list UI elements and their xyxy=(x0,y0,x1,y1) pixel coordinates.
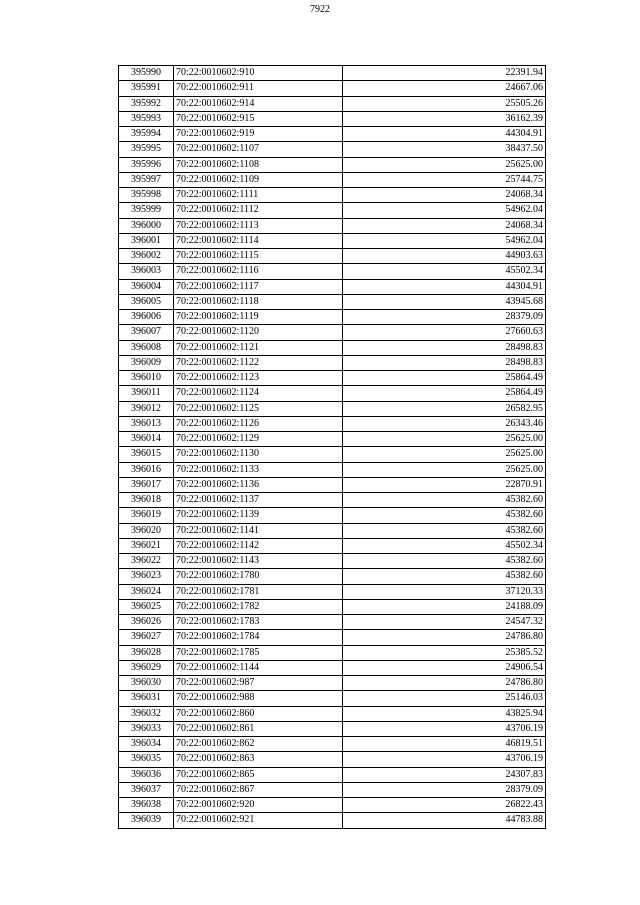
row-number-cell: 396010 xyxy=(119,371,174,386)
table-row xyxy=(119,310,546,325)
row-number-cell: 396037 xyxy=(119,782,174,797)
cadastral-number-cell: 70:22:0010602:920 xyxy=(174,798,343,813)
value-cell: 43706.19 xyxy=(343,752,546,767)
cadastral-number-cell: 70:22:0010602:1133 xyxy=(174,462,343,477)
table-row xyxy=(119,660,546,675)
table-row xyxy=(119,630,546,645)
row-number-cell: 395993 xyxy=(119,111,174,126)
cadastral-number-cell: 70:22:0010602:1111 xyxy=(174,188,343,203)
row-number-cell: 396027 xyxy=(119,630,174,645)
cadastral-number-cell: 70:22:0010602:1783 xyxy=(174,615,343,630)
value-cell: 37120.33 xyxy=(343,584,546,599)
row-number-cell: 396032 xyxy=(119,706,174,721)
row-number-cell: 396005 xyxy=(119,294,174,309)
cadastral-number-cell: 70:22:0010602:1782 xyxy=(174,599,343,614)
value-cell: 36162.39 xyxy=(343,111,546,126)
row-number-cell: 396025 xyxy=(119,599,174,614)
cadastral-number-cell: 70:22:0010602:1143 xyxy=(174,554,343,569)
table-row xyxy=(119,233,546,248)
cadastral-number-cell: 70:22:0010602:1129 xyxy=(174,432,343,447)
value-cell: 28498.83 xyxy=(343,355,546,370)
table-row xyxy=(119,127,546,142)
value-cell: 25744.75 xyxy=(343,172,546,187)
row-number-cell: 396007 xyxy=(119,325,174,340)
value-cell: 45382.60 xyxy=(343,523,546,538)
value-cell: 45502.34 xyxy=(343,264,546,279)
table-row xyxy=(119,645,546,660)
value-cell: 24786.80 xyxy=(343,630,546,645)
row-number-cell: 396022 xyxy=(119,554,174,569)
cadastral-number-cell: 70:22:0010602:1107 xyxy=(174,142,343,157)
table-row xyxy=(119,340,546,355)
row-number-cell: 396029 xyxy=(119,660,174,675)
table-row xyxy=(119,111,546,126)
table-row xyxy=(119,706,546,721)
row-number-cell: 396014 xyxy=(119,432,174,447)
cadastral-number-cell: 70:22:0010602:914 xyxy=(174,96,343,111)
cadastral-number-cell: 70:22:0010602:1141 xyxy=(174,523,343,538)
table-row xyxy=(119,737,546,752)
row-number-cell: 396036 xyxy=(119,767,174,782)
table-row xyxy=(119,157,546,172)
cadastral-number-cell: 70:22:0010602:1117 xyxy=(174,279,343,294)
value-cell: 45502.34 xyxy=(343,538,546,553)
row-number-cell: 396023 xyxy=(119,569,174,584)
table-row xyxy=(119,538,546,553)
cadastral-number-cell: 70:22:0010602:1119 xyxy=(174,310,343,325)
cadastral-number-cell: 70:22:0010602:1144 xyxy=(174,660,343,675)
value-cell: 38437.50 xyxy=(343,142,546,157)
registry-table xyxy=(118,65,546,829)
cadastral-number-cell: 70:22:0010602:1784 xyxy=(174,630,343,645)
table-row xyxy=(119,264,546,279)
row-number-cell: 396024 xyxy=(119,584,174,599)
value-cell: 43945.68 xyxy=(343,294,546,309)
cadastral-number-cell: 70:22:0010602:1118 xyxy=(174,294,343,309)
row-number-cell: 396015 xyxy=(119,447,174,462)
cadastral-number-cell: 70:22:0010602:1125 xyxy=(174,401,343,416)
cadastral-number-cell: 70:22:0010602:1785 xyxy=(174,645,343,660)
row-number-cell: 396038 xyxy=(119,798,174,813)
table-row xyxy=(119,325,546,340)
cadastral-number-cell: 70:22:0010602:921 xyxy=(174,813,343,828)
cadastral-number-cell: 70:22:0010602:1137 xyxy=(174,493,343,508)
row-number-cell: 396012 xyxy=(119,401,174,416)
cadastral-number-cell: 70:22:0010602:863 xyxy=(174,752,343,767)
cadastral-number-cell: 70:22:0010602:862 xyxy=(174,737,343,752)
table-row xyxy=(119,203,546,218)
value-cell: 25625.00 xyxy=(343,157,546,172)
cadastral-number-cell: 70:22:0010602:1116 xyxy=(174,264,343,279)
value-cell: 24547.32 xyxy=(343,615,546,630)
cadastral-number-cell: 70:22:0010602:1108 xyxy=(174,157,343,172)
value-cell: 45382.60 xyxy=(343,493,546,508)
row-number-cell: 396020 xyxy=(119,523,174,538)
table-row xyxy=(119,691,546,706)
cadastral-number-cell: 70:22:0010602:1122 xyxy=(174,355,343,370)
value-cell: 28498.83 xyxy=(343,340,546,355)
row-number-cell: 396019 xyxy=(119,508,174,523)
table-row xyxy=(119,599,546,614)
value-cell: 22870.91 xyxy=(343,477,546,492)
page-number: 7922 xyxy=(310,4,330,15)
table-row xyxy=(119,782,546,797)
table-row xyxy=(119,721,546,736)
cadastral-number-cell: 70:22:0010602:988 xyxy=(174,691,343,706)
cadastral-number-cell: 70:22:0010602:1780 xyxy=(174,569,343,584)
table-row xyxy=(119,493,546,508)
row-number-cell: 396001 xyxy=(119,233,174,248)
table-row xyxy=(119,172,546,187)
value-cell: 25625.00 xyxy=(343,432,546,447)
table-row xyxy=(119,371,546,386)
cadastral-number-cell: 70:22:0010602:1139 xyxy=(174,508,343,523)
value-cell: 44304.91 xyxy=(343,127,546,142)
row-number-cell: 396002 xyxy=(119,249,174,264)
row-number-cell: 395998 xyxy=(119,188,174,203)
row-number-cell: 396028 xyxy=(119,645,174,660)
value-cell: 45382.60 xyxy=(343,569,546,584)
value-cell: 27660.63 xyxy=(343,325,546,340)
table-row xyxy=(119,462,546,477)
row-number-cell: 395995 xyxy=(119,142,174,157)
value-cell: 45382.60 xyxy=(343,508,546,523)
value-cell: 26343.46 xyxy=(343,416,546,431)
row-number-cell: 396009 xyxy=(119,355,174,370)
row-number-cell: 396021 xyxy=(119,538,174,553)
row-number-cell: 396011 xyxy=(119,386,174,401)
row-number-cell: 396013 xyxy=(119,416,174,431)
cadastral-number-cell: 70:22:0010602:865 xyxy=(174,767,343,782)
row-number-cell: 396034 xyxy=(119,737,174,752)
row-number-cell: 396026 xyxy=(119,615,174,630)
table-row xyxy=(119,615,546,630)
row-number-cell: 395992 xyxy=(119,96,174,111)
table-row xyxy=(119,279,546,294)
row-number-cell: 396008 xyxy=(119,340,174,355)
table-row xyxy=(119,767,546,782)
table-row xyxy=(119,142,546,157)
value-cell: 28379.09 xyxy=(343,310,546,325)
table-row xyxy=(119,218,546,233)
cadastral-number-cell: 70:22:0010602:860 xyxy=(174,706,343,721)
table-row xyxy=(119,401,546,416)
row-number-cell: 395991 xyxy=(119,81,174,96)
value-cell: 24188.09 xyxy=(343,599,546,614)
row-number-cell: 396006 xyxy=(119,310,174,325)
table-row xyxy=(119,584,546,599)
table-row xyxy=(119,188,546,203)
cadastral-number-cell: 70:22:0010602:987 xyxy=(174,676,343,691)
value-cell: 24786.80 xyxy=(343,676,546,691)
cadastral-number-cell: 70:22:0010602:1130 xyxy=(174,447,343,462)
row-number-cell: 396016 xyxy=(119,462,174,477)
table-row xyxy=(119,66,546,81)
value-cell: 25625.00 xyxy=(343,462,546,477)
row-number-cell: 395999 xyxy=(119,203,174,218)
value-cell: 24068.34 xyxy=(343,218,546,233)
row-number-cell: 396017 xyxy=(119,477,174,492)
table-row xyxy=(119,432,546,447)
row-number-cell: 396031 xyxy=(119,691,174,706)
cadastral-number-cell: 70:22:0010602:910 xyxy=(174,66,343,81)
value-cell: 26822.43 xyxy=(343,798,546,813)
table-row xyxy=(119,96,546,111)
table-row xyxy=(119,477,546,492)
value-cell: 25864.49 xyxy=(343,371,546,386)
cadastral-number-cell: 70:22:0010602:1113 xyxy=(174,218,343,233)
row-number-cell: 395990 xyxy=(119,66,174,81)
value-cell: 54962.04 xyxy=(343,203,546,218)
row-number-cell: 396018 xyxy=(119,493,174,508)
value-cell: 45382.60 xyxy=(343,554,546,569)
value-cell: 26582.95 xyxy=(343,401,546,416)
value-cell: 24667.06 xyxy=(343,81,546,96)
row-number-cell: 396033 xyxy=(119,721,174,736)
value-cell: 43706.19 xyxy=(343,721,546,736)
table-row xyxy=(119,569,546,584)
table-row xyxy=(119,508,546,523)
cadastral-number-cell: 70:22:0010602:1114 xyxy=(174,233,343,248)
row-number-cell: 396003 xyxy=(119,264,174,279)
value-cell: 25864.49 xyxy=(343,386,546,401)
registry-table-body xyxy=(119,66,546,829)
value-cell: 44304.91 xyxy=(343,279,546,294)
cadastral-number-cell: 70:22:0010602:915 xyxy=(174,111,343,126)
table-row xyxy=(119,249,546,264)
table-row xyxy=(119,355,546,370)
value-cell: 28379.09 xyxy=(343,782,546,797)
row-number-cell: 396039 xyxy=(119,813,174,828)
row-number-cell: 395997 xyxy=(119,172,174,187)
row-number-cell: 396004 xyxy=(119,279,174,294)
row-number-cell: 395994 xyxy=(119,127,174,142)
table-row xyxy=(119,554,546,569)
row-number-cell: 396030 xyxy=(119,676,174,691)
value-cell: 24068.34 xyxy=(343,188,546,203)
row-number-cell: 396000 xyxy=(119,218,174,233)
cadastral-number-cell: 70:22:0010602:1120 xyxy=(174,325,343,340)
cadastral-number-cell: 70:22:0010602:1142 xyxy=(174,538,343,553)
table-row xyxy=(119,813,546,828)
value-cell: 24906.54 xyxy=(343,660,546,675)
table-row xyxy=(119,386,546,401)
value-cell: 43825.94 xyxy=(343,706,546,721)
value-cell: 44903.63 xyxy=(343,249,546,264)
cadastral-number-cell: 70:22:0010602:1115 xyxy=(174,249,343,264)
value-cell: 46819.51 xyxy=(343,737,546,752)
table-row xyxy=(119,752,546,767)
value-cell: 44783.88 xyxy=(343,813,546,828)
table-row xyxy=(119,447,546,462)
row-number-cell: 395996 xyxy=(119,157,174,172)
cadastral-number-cell: 70:22:0010602:1781 xyxy=(174,584,343,599)
cadastral-number-cell: 70:22:0010602:1112 xyxy=(174,203,343,218)
table-row xyxy=(119,416,546,431)
value-cell: 25146.03 xyxy=(343,691,546,706)
value-cell: 54962.04 xyxy=(343,233,546,248)
cadastral-number-cell: 70:22:0010602:1124 xyxy=(174,386,343,401)
cadastral-number-cell: 70:22:0010602:867 xyxy=(174,782,343,797)
table-row xyxy=(119,523,546,538)
cadastral-number-cell: 70:22:0010602:1136 xyxy=(174,477,343,492)
table-row xyxy=(119,81,546,96)
cadastral-number-cell: 70:22:0010602:861 xyxy=(174,721,343,736)
cadastral-number-cell: 70:22:0010602:919 xyxy=(174,127,343,142)
value-cell: 22391.94 xyxy=(343,66,546,81)
table-row xyxy=(119,294,546,309)
value-cell: 25625.00 xyxy=(343,447,546,462)
cadastral-number-cell: 70:22:0010602:1109 xyxy=(174,172,343,187)
cadastral-number-cell: 70:22:0010602:1121 xyxy=(174,340,343,355)
cadastral-number-cell: 70:22:0010602:1126 xyxy=(174,416,343,431)
value-cell: 24307.83 xyxy=(343,767,546,782)
value-cell: 25385.52 xyxy=(343,645,546,660)
cadastral-number-cell: 70:22:0010602:1123 xyxy=(174,371,343,386)
row-number-cell: 396035 xyxy=(119,752,174,767)
cadastral-number-cell: 70:22:0010602:911 xyxy=(174,81,343,96)
table-row xyxy=(119,798,546,813)
value-cell: 25505.26 xyxy=(343,96,546,111)
table-row xyxy=(119,676,546,691)
